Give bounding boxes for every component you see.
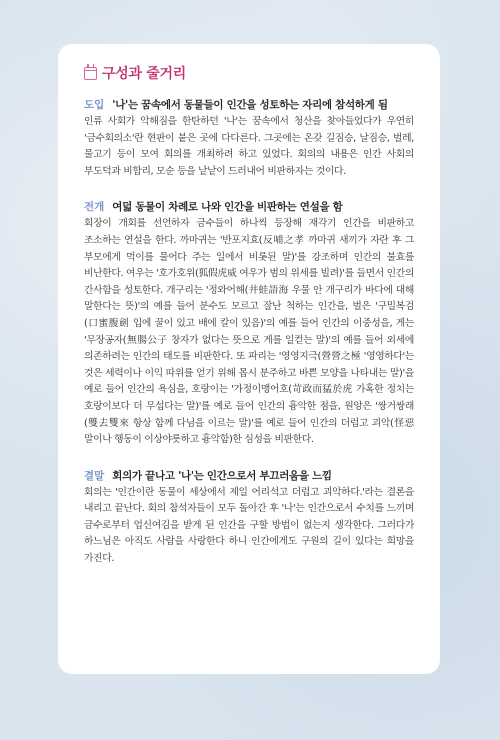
section-heading xyxy=(84,62,414,84)
section-body: 인류 사회가 악해짐을 한탄하던 '나'는 꿈속에서 청산을 찾아들었다가 우연히 '금수회의소'란 현판이 붙은 곳에 다다른다. 그곳에는 온갖 길짐승, 날짐승, 벌레, 물고기 등이 모여 회의를 개최하려 하고 있었다. 회의의 내용은 인간 사회의 부도덕과 비합리, 모순 등을 낱낱이 드러내어 비판하자는 것이다. xyxy=(84,116,414,177)
section-title: '나'는 꿈속에서 동물들이 인간을 성토하는 자리에 참석하게 됨 xyxy=(112,99,388,111)
calendar-icon xyxy=(84,67,97,80)
section-label: 결말 xyxy=(84,469,105,482)
section-header xyxy=(84,200,414,215)
section-label: 전개 xyxy=(84,201,105,214)
section-body: 회의는 '인간이란 동물이 세상에서 제일 어리석고 더럽고 괴악하다.'라는 결론을 내리고 끝난다. 회의 참석자들이 모두 돌아간 후 '나'는 인간으로서 수치를 느끼며 금수로부터 업신여김을 받게 된 인간을 구할 방법이 없는지 생각한다. 그러다가 하느님은 아직도 사람을 사랑한다 하니 인간에게도 구원의 길이 있다는 희망을 가진다. xyxy=(84,486,414,565)
content-card xyxy=(58,44,440,674)
section-body: 회장이 개회를 선언하자 금수들이 하나씩 등장해 재각기 인간을 비판하고 조소하는 연설을 한다. 까마귀는 '반포지효(反哺之孝 까마귀 새끼가 자란 후 그 부모에게 먹이를 물어다 주는 일에서 비롯된 말)'를 강조하며 인간의 불효를 비난한다. 여우는 '호가호위(狐假虎威 여우가 범의 위세를 빌려)'를 들면서 인간의 간사함을 성토한다. 개구리는 '정와어해(井蛙語海 우물 안 개구리가 바다에 대해 말한다는 뜻)'의 예를 들어 분수도 모르고 잘난 척하는 인간을, 벌은 '구밀복검(口蜜腹劍 입에 꿀이 있고 배에 칼이 있음)'의 예를 들어 인간의 이중성을, 게는 '무장공자(無腸公子 창자가 없다는 뜻으로 게를 일컫는 말)'의 예를 들어 외세에 의존하려는 인간의 태도를 비판한다. 또 파리는 '영영지극(營營之極 '영영하다'는 것은 세력이나 이익 따위를 얻기 위해 몹시 분주하고 바쁜 모양을 나타내는 말)'을 예로 들어 인간의 욕심을, 호랑이는 '가정이맹어호(苛政而猛於虎 가혹한 정치는 호랑이보다 더 무섭다는 말)'를 예로 들어 인간의 흉악한 점을, 원앙은 '쌍거쌍래(雙去雙來 항상 함께 다님을 이르는 말)'를 예로 들어 인간의 더럽고 괴악(怪惡 말이나 행동이 이상야릇하고 흉악함)한 심성을 비판한다. xyxy=(84,218,414,446)
section-intro xyxy=(84,98,414,180)
section-header xyxy=(84,98,414,113)
section-development xyxy=(84,200,414,448)
heading-title: 구성과 줄거리 xyxy=(102,66,186,82)
section-label: 도입 xyxy=(84,99,105,111)
section-title: 회의가 끝나고 '나'는 인간으로서 부끄러움을 느낌 xyxy=(112,469,332,482)
section-title: 여덟 동물이 차례로 나와 인간을 비판하는 연설을 함 xyxy=(112,201,343,214)
section-conclusion xyxy=(84,469,414,568)
section-header xyxy=(84,469,414,484)
